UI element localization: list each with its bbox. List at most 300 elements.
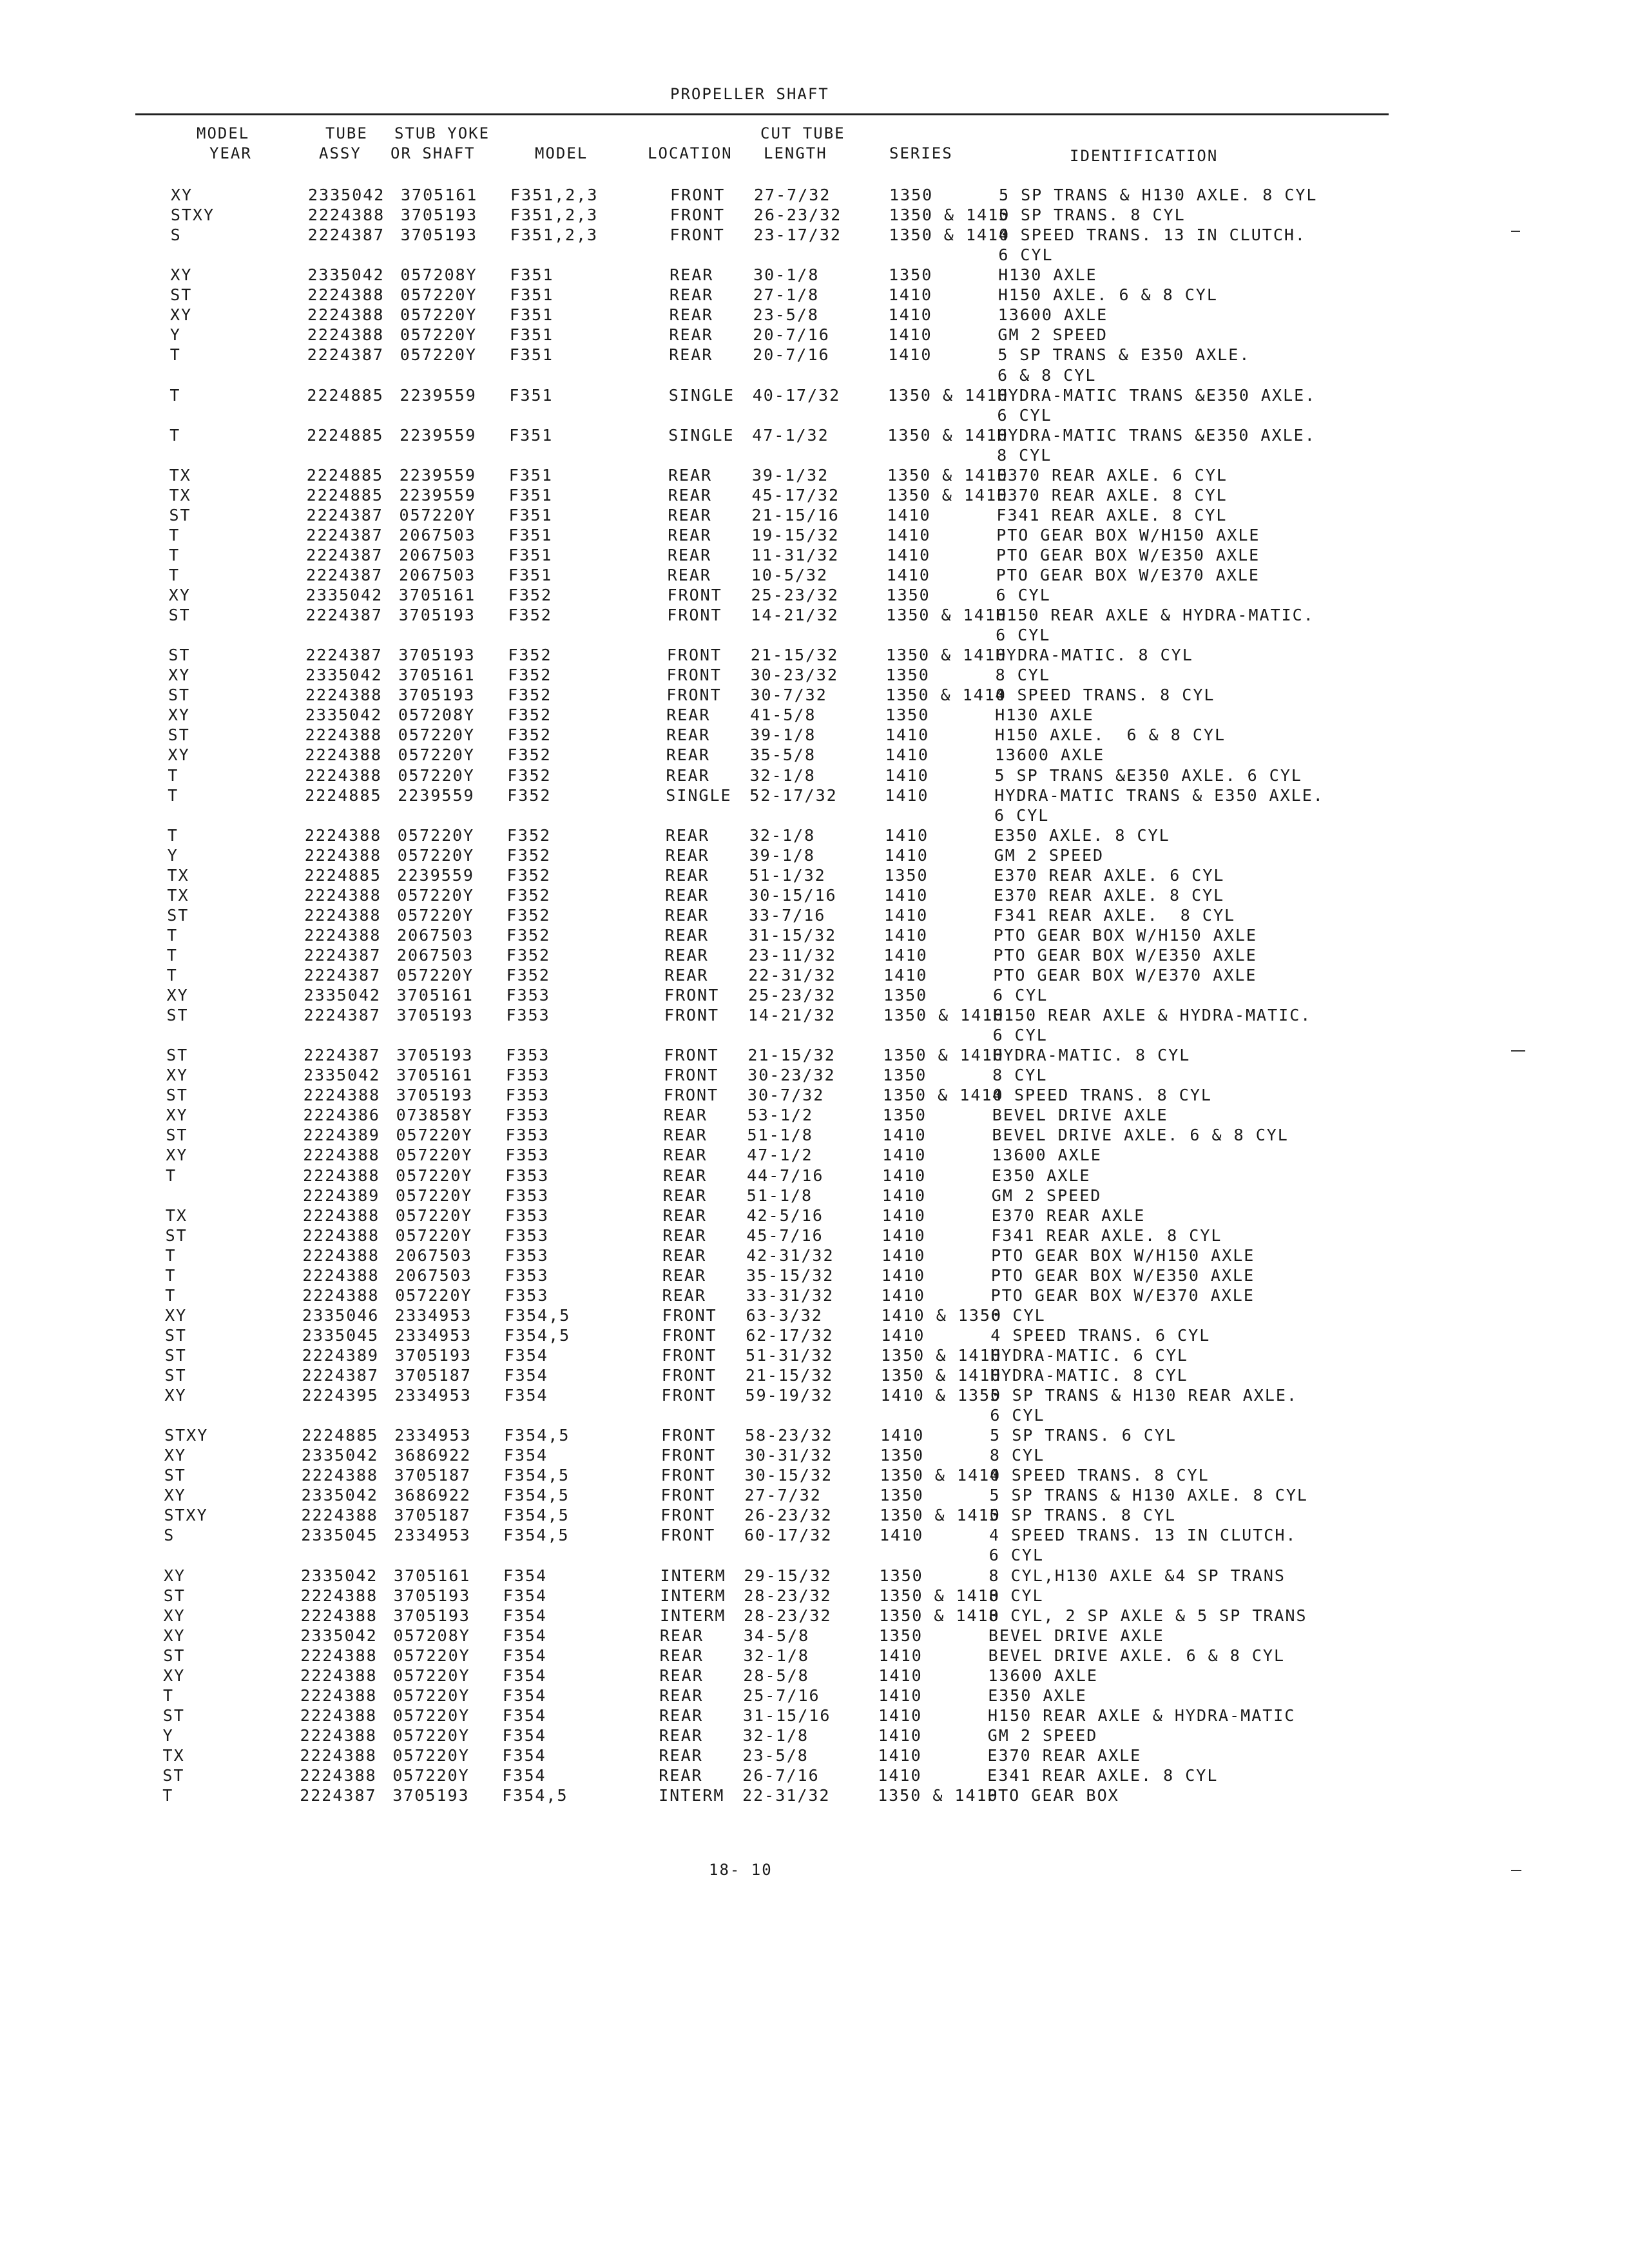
cell-series: 1350 & 1410	[880, 1506, 1001, 1525]
cell-model: F352	[508, 666, 552, 685]
cell-model: F352	[507, 745, 552, 765]
cell-series: 1410 & 1350	[880, 1386, 1002, 1405]
cell-identification: 6 CYL	[990, 1406, 1045, 1425]
cell-cut-length: 31-15/16	[742, 1706, 831, 1725]
cell-series: 1410	[882, 1245, 926, 1265]
cell-tube-assy: 2224386	[303, 1106, 380, 1125]
cell-cut-length: 22-31/32	[748, 966, 836, 985]
cell-location: REAR	[668, 485, 712, 505]
cell-model: F354,5	[504, 1426, 570, 1445]
cell-series: 1350	[886, 586, 930, 604]
cell-model: F352	[506, 966, 550, 985]
cell-stub-yoke: 057220Y	[400, 325, 477, 345]
cell-model-year: T	[167, 925, 178, 945]
cell-identification: 13600 AXLE	[994, 745, 1105, 765]
cell-model: F353	[505, 1245, 549, 1265]
cell-stub-yoke: 057220Y	[398, 726, 476, 745]
cell-stub-yoke: 2067503	[399, 545, 476, 564]
cell-model: F353	[506, 1046, 550, 1065]
cell-model-year: XY	[170, 265, 193, 285]
header-location: LOCATION	[648, 144, 733, 162]
cell-model: F354	[502, 1766, 546, 1785]
cell-tube-assy: 2224387	[306, 525, 383, 544]
cell-cut-length: 32-1/8	[742, 1725, 809, 1745]
cell-location: SINGLE	[666, 785, 732, 805]
cell-tube-assy: 2224388	[304, 825, 382, 845]
cell-tube-assy: 2224388	[300, 1725, 378, 1745]
page-title: PROPELLER SHAFT	[670, 85, 829, 103]
cell-model: F354	[503, 1586, 548, 1605]
cell-series: 1410	[884, 825, 929, 845]
cell-location: REAR	[665, 845, 709, 865]
cell-series: 1350 & 1410	[880, 1466, 1001, 1485]
header-identification: IDENTIFICATION	[1070, 147, 1219, 165]
cell-tube-assy: 2224388	[301, 1506, 378, 1525]
cell-series: 1410 & 1350	[881, 1305, 1003, 1325]
cell-series: 1410	[879, 1526, 924, 1545]
cell-stub-yoke: 3705193	[400, 206, 478, 225]
cell-series: 1410	[885, 765, 929, 785]
cell-tube-assy: 2224388	[305, 686, 383, 705]
cell-identification: H130 AXLE	[995, 706, 1094, 725]
cell-location: FRONT	[662, 1345, 717, 1365]
cell-model-year: STXY	[170, 206, 215, 225]
cell-model: F354,5	[504, 1325, 571, 1345]
cell-stub-yoke: 2067503	[395, 1245, 472, 1265]
cell-stub-yoke: 057220Y	[397, 845, 475, 865]
cell-model-year: ST	[162, 1766, 185, 1785]
cell-series: 1410	[884, 885, 929, 905]
cell-cut-length: 32-1/8	[749, 765, 816, 785]
cell-series: 1350 & 1410	[887, 465, 1008, 485]
cell-tube-assy: 2224388	[300, 1686, 378, 1705]
cell-location: SINGLE	[668, 385, 735, 405]
cell-model: F351	[509, 325, 554, 345]
cell-model-year: S	[164, 1526, 175, 1545]
cell-cut-length: 32-1/8	[743, 1646, 809, 1665]
cell-location: REAR	[664, 945, 709, 965]
cell-identification: H150 AXLE. 6 & 8 CYL	[994, 726, 1226, 745]
cell-identification: F341 REAR AXLE. 8 CYL	[993, 905, 1236, 925]
cell-model-year: ST	[168, 726, 190, 745]
cell-location: REAR	[665, 865, 709, 885]
cell-tube-assy: 2224387	[304, 1006, 381, 1024]
cell-tube-assy: 2224387	[304, 1046, 381, 1065]
cell-tube-assy: 2224885	[305, 785, 382, 805]
cell-identification: E370 REAR AXLE. 8 CYL	[996, 485, 1228, 505]
cell-model: F354	[503, 1446, 548, 1465]
cell-model: F354	[502, 1706, 547, 1725]
cell-identification: 6 CYL	[992, 1026, 1048, 1045]
cell-cut-length: 10-5/32	[751, 566, 829, 584]
cell-series: 1410	[882, 1166, 927, 1185]
cell-cut-length: 14-21/32	[747, 1006, 836, 1024]
cell-model: F352	[506, 885, 551, 905]
cell-stub-yoke: 057220Y	[393, 1686, 470, 1705]
cell-series: 1350 & 1410	[885, 646, 1007, 665]
cell-model: F354	[503, 1606, 547, 1625]
cell-model-year: XY	[164, 1446, 187, 1465]
cell-model: F353	[505, 1126, 550, 1145]
cell-series: 1410	[878, 1646, 923, 1665]
cell-tube-assy: 2224388	[301, 1466, 379, 1485]
cell-cut-length: 31-15/32	[748, 925, 837, 945]
cell-series: 1350 & 1410	[879, 1586, 1000, 1605]
cell-identification: HYDRA-MATIC TRANS & E350 AXLE.	[994, 785, 1324, 805]
header-tube-1: TUBE	[325, 124, 368, 142]
cell-identification: 13600 AXLE	[998, 305, 1108, 325]
cell-tube-assy: 2224388	[302, 1265, 380, 1285]
cell-tube-assy: 2224388	[300, 1586, 378, 1605]
cell-series: 1410	[884, 845, 929, 865]
cell-location: REAR	[659, 1725, 703, 1745]
cell-identification: HYDRA-MATIC TRANS &E350 AXLE.	[997, 425, 1316, 445]
cell-stub-yoke: 057220Y	[395, 1225, 473, 1245]
cell-cut-length: 23-11/32	[748, 945, 836, 965]
cell-model-year: ST	[166, 1046, 189, 1065]
cell-location: FRONT	[670, 186, 726, 204]
cell-location: REAR	[663, 1146, 708, 1165]
cell-stub-yoke: 2239559	[397, 865, 474, 885]
cell-stub-yoke: 2067503	[395, 1265, 472, 1285]
cell-model: F354,5	[503, 1486, 570, 1505]
cell-cut-length: 63-3/32	[746, 1305, 823, 1325]
cell-location: REAR	[665, 825, 710, 845]
cell-identification: BEVEL DRIVE AXLE	[992, 1106, 1168, 1125]
cell-identification: 8 CYL	[997, 445, 1052, 465]
cell-model-year: T	[165, 1245, 177, 1265]
cell-series: 1350	[882, 1106, 927, 1125]
cell-tube-assy: 2335042	[305, 666, 383, 685]
cell-stub-yoke: 057220Y	[392, 1766, 470, 1785]
cell-location: SINGLE	[668, 425, 735, 445]
cell-model-year: ST	[164, 1345, 187, 1365]
cell-cut-length: 20-7/16	[753, 325, 830, 345]
cell-location: REAR	[662, 1225, 707, 1245]
cell-stub-yoke: 057208Y	[400, 265, 477, 285]
cell-model: F353	[505, 1166, 550, 1185]
cell-identification: GM 2 SPEED	[998, 325, 1108, 345]
cell-model-year: STXY	[164, 1506, 208, 1525]
cell-location: REAR	[667, 545, 712, 564]
cell-identification: 5 SP TRANS &E350 AXLE. 6 CYL	[994, 765, 1302, 785]
cell-cut-length: 53-1/2	[747, 1106, 813, 1125]
cell-model: F351,2,3	[510, 226, 599, 245]
cell-location: REAR	[668, 525, 712, 544]
cell-tube-assy: 2224387	[306, 505, 383, 524]
cell-cut-length: 29-15/32	[744, 1566, 832, 1585]
cell-tube-assy: 2224388	[304, 905, 381, 925]
cell-series: 1410	[881, 1325, 925, 1345]
cell-model-year: TX	[169, 465, 191, 485]
cell-model-year: XY	[166, 1106, 188, 1125]
cell-model-year: XY	[166, 1146, 188, 1165]
cell-model: F353	[506, 986, 550, 1004]
cell-series: 1350 & 1410	[887, 385, 1009, 405]
page-number: 18- 10	[709, 1861, 773, 1879]
cell-model-year: T	[169, 525, 180, 544]
cell-identification: H150 REAR AXLE & HYDRA-MATIC.	[992, 1006, 1312, 1024]
cell-cut-length: 44-7/16	[747, 1166, 824, 1185]
cell-cut-length: 25-23/32	[751, 586, 839, 604]
cell-tube-assy: 2335042	[300, 1566, 378, 1585]
cell-identification: 13600 AXLE	[988, 1666, 1098, 1685]
cell-identification: F341 REAR AXLE. 8 CYL	[996, 505, 1228, 524]
cell-model-year: XY	[168, 745, 190, 765]
cell-location: REAR	[663, 1106, 708, 1125]
cell-tube-assy: 2224389	[303, 1186, 380, 1205]
cell-model: F351	[508, 485, 553, 505]
cell-model: F353	[505, 1066, 550, 1085]
cell-tube-assy: 2224388	[302, 1206, 380, 1225]
cell-cut-length: 47-1/32	[752, 425, 829, 445]
cell-model: F351	[510, 305, 554, 325]
cell-model: F354	[502, 1725, 546, 1745]
cell-cut-length: 28-23/32	[744, 1586, 832, 1605]
cell-series: 1410	[885, 745, 929, 765]
cell-model: F354,5	[503, 1506, 570, 1525]
cell-series: 1410	[888, 345, 932, 365]
cell-location: FRONT	[670, 206, 726, 225]
cell-identification: E341 REAR AXLE. 8 CYL	[987, 1766, 1219, 1785]
cell-series: 1410	[882, 1126, 927, 1145]
cell-location: INTERM	[660, 1606, 726, 1625]
cell-series: 1410	[886, 545, 931, 564]
cell-model: F353	[505, 1186, 550, 1205]
cell-series: 1410	[887, 505, 931, 524]
cell-series: 1350	[883, 1066, 927, 1085]
cell-model-year: ST	[162, 1706, 185, 1725]
cell-cut-length: 39-1/8	[749, 845, 815, 865]
cell-stub-yoke: 2334953	[395, 1305, 472, 1325]
cell-identification: 5 SP TRANS & E350 AXLE.	[998, 345, 1251, 365]
cell-stub-yoke: 2239559	[400, 385, 477, 405]
cell-model-year: XY	[164, 1486, 186, 1505]
cell-model-year: ST	[164, 1365, 187, 1385]
cell-cut-length: 21-15/32	[750, 646, 839, 665]
cell-stub-yoke: 057220Y	[397, 905, 474, 925]
cell-identification: BEVEL DRIVE AXLE. 6 & 8 CYL	[988, 1646, 1286, 1665]
cell-series: 1350 & 1410	[880, 1365, 1002, 1385]
cell-location: REAR	[667, 566, 711, 584]
cell-location: FRONT	[666, 686, 722, 705]
cell-model: F354	[502, 1745, 546, 1765]
cell-stub-yoke: 057220Y	[398, 745, 475, 765]
cell-series: 1410	[881, 1285, 925, 1305]
cell-identification: 8 CYL,H130 AXLE &4 SP TRANS	[988, 1566, 1286, 1585]
cell-series: 1410	[883, 966, 928, 985]
cell-series: 1410	[878, 1686, 923, 1705]
cell-location: FRONT	[660, 1446, 717, 1465]
cell-location: FRONT	[663, 1086, 719, 1105]
cell-model-year: XY	[163, 1666, 186, 1685]
cell-model-year: T	[169, 545, 180, 564]
cell-location: REAR	[659, 1766, 703, 1785]
cell-identification: BEVEL DRIVE AXLE. 6 & 8 CYL	[992, 1126, 1289, 1145]
cell-series: 1410	[882, 1225, 926, 1245]
margin-mark	[1511, 1050, 1525, 1052]
cell-identification: H130 AXLE	[998, 265, 1097, 285]
cell-stub-yoke: 057220Y	[395, 1206, 473, 1225]
cell-identification: 4 SPEED TRANS. 8 CYL	[995, 686, 1215, 705]
cell-model: F354	[503, 1666, 547, 1685]
cell-stub-yoke: 057220Y	[397, 885, 474, 905]
cell-identification: HYDRA-MATIC. 6 CYL	[990, 1345, 1188, 1365]
cell-cut-length: 41-5/8	[750, 706, 816, 725]
cell-tube-assy: 2224388	[300, 1766, 377, 1785]
cell-location: REAR	[659, 1706, 704, 1725]
cell-cut-length: 11-31/32	[751, 545, 840, 564]
cell-model-year: ST	[169, 505, 191, 524]
cell-series: 1410	[878, 1725, 922, 1745]
cell-cut-length: 58-23/32	[745, 1426, 833, 1445]
cell-tube-assy: 2335042	[301, 1486, 378, 1505]
cell-series: 1350 & 1410	[882, 1086, 1004, 1105]
cell-identification: E370 REAR AXLE. 8 CYL	[994, 885, 1225, 905]
cell-location: FRONT	[664, 986, 720, 1004]
cell-stub-yoke: 057220Y	[396, 1166, 473, 1185]
cell-identification: 8 CYL, 2 SP AXLE & 5 SP TRANS	[988, 1606, 1307, 1625]
cell-series: 1410	[885, 785, 929, 805]
cell-tube-assy: 2335045	[301, 1526, 378, 1545]
cell-model: F353	[505, 1206, 550, 1225]
cell-identification: H150 AXLE. 6 & 8 CYL	[998, 285, 1218, 305]
cell-location: FRONT	[661, 1386, 717, 1405]
cell-location: FRONT	[670, 226, 725, 245]
cell-identification: PTO GEAR BOX W/E350 AXLE	[990, 1265, 1255, 1285]
cell-model: F352	[506, 865, 551, 885]
cell-tube-assy: 2224389	[303, 1126, 380, 1145]
cell-tube-assy: 2224387	[304, 945, 381, 965]
cell-stub-yoke: 3705187	[394, 1365, 472, 1385]
cell-model: F354,5	[505, 1305, 571, 1325]
cell-stub-yoke: 3705193	[396, 1086, 474, 1105]
cell-stub-yoke: 3705161	[398, 586, 476, 604]
cell-tube-assy: 2224388	[305, 726, 383, 745]
cell-cut-length: 30-23/32	[750, 666, 839, 685]
cell-series: 1410	[878, 1766, 922, 1785]
cell-tube-assy: 2224388	[307, 206, 385, 225]
cell-cut-length: 30-23/32	[747, 1066, 836, 1085]
cell-model-year: XY	[164, 1386, 187, 1405]
cell-tube-assy: 2224388	[304, 845, 382, 865]
cell-series: 1350 & 1410	[885, 686, 1007, 705]
cell-model: F353	[505, 1146, 550, 1165]
cell-series: 1410	[882, 1146, 927, 1165]
cell-tube-assy: 2224388	[302, 1225, 380, 1245]
cell-identification: 6 & 8 CYL	[997, 365, 1097, 385]
cell-model-year: T	[168, 765, 179, 785]
header-series: SERIES	[889, 144, 953, 162]
cell-model-year: STXY	[164, 1426, 209, 1445]
cell-model-year: TX	[167, 865, 189, 885]
cell-model: F354	[503, 1626, 547, 1645]
cell-stub-yoke: 057208Y	[398, 706, 476, 725]
cell-location: REAR	[669, 325, 713, 345]
cell-model: F351,2,3	[510, 186, 599, 204]
cell-model: F354,5	[503, 1466, 570, 1485]
cell-tube-assy: 2335046	[302, 1305, 380, 1325]
cell-model-year: XY	[165, 1305, 188, 1325]
cell-stub-yoke: 3705193	[396, 1006, 474, 1024]
margin-mark	[1511, 231, 1520, 232]
cell-stub-yoke: 2239559	[398, 785, 475, 805]
cell-model: F351	[508, 545, 553, 564]
cell-tube-assy: 2224388	[302, 1285, 380, 1305]
cell-model-year: T	[169, 425, 181, 445]
cell-series: 1410	[885, 726, 930, 745]
cell-identification: 4 SPEED TRANS. 8 CYL	[989, 1466, 1210, 1485]
cell-series: 1410	[888, 285, 933, 305]
cell-stub-yoke: 057220Y	[392, 1745, 470, 1765]
cell-model: F352	[508, 606, 552, 625]
cell-series: 1410	[883, 905, 929, 925]
cell-model-year: ST	[163, 1586, 186, 1605]
cell-location: REAR	[662, 1206, 707, 1225]
cell-model-year: T	[167, 825, 178, 845]
cell-model-year: T	[166, 945, 178, 965]
cell-tube-assy: 2335042	[305, 586, 383, 604]
cell-identification: 8 CYL	[989, 1446, 1045, 1465]
cell-cut-length: 23-17/32	[753, 226, 842, 245]
cell-model-year: ST	[168, 686, 191, 705]
cell-stub-yoke: 2334953	[394, 1526, 471, 1545]
cell-model: F351	[510, 265, 554, 285]
cell-stub-yoke: 3686922	[394, 1486, 471, 1505]
cell-tube-assy: 2224387	[306, 545, 383, 564]
cell-series: 1410	[881, 1265, 926, 1285]
cell-cut-length: 33-7/16	[748, 905, 826, 925]
cell-model-year: T	[168, 785, 179, 805]
cell-model-year: Y	[167, 845, 178, 865]
cell-series: 1350 & 1410	[887, 425, 1008, 445]
cell-tube-assy: 2335042	[300, 1626, 378, 1645]
cell-series: 1350 & 1410	[881, 1345, 1002, 1365]
cell-model: F351	[509, 345, 554, 365]
cell-cut-length: 27-7/32	[744, 1486, 822, 1505]
cell-identification: F341 REAR AXLE. 8 CYL	[991, 1225, 1222, 1245]
cell-series: 1410	[886, 566, 930, 584]
cell-model-year: TX	[162, 1745, 185, 1765]
cell-tube-assy: 2224387	[307, 226, 385, 245]
cell-identification: PTO GEAR BOX W/E370 AXLE	[993, 966, 1257, 985]
cell-cut-length: 20-7/16	[753, 345, 830, 365]
cell-stub-yoke: 3705193	[392, 1786, 470, 1805]
cell-stub-yoke: 3705193	[394, 1345, 472, 1365]
cell-series: 1350	[878, 1626, 923, 1645]
cell-location: FRONT	[662, 1325, 717, 1345]
cell-model-year: T	[169, 385, 181, 405]
cell-series: 1350	[889, 186, 934, 204]
cell-location: REAR	[664, 905, 709, 925]
cell-tube-assy: 2335042	[308, 186, 385, 204]
cell-location: REAR	[669, 305, 713, 325]
cell-model: F352	[506, 905, 551, 925]
cell-stub-yoke: 057220Y	[392, 1725, 470, 1745]
cell-cut-length: 51-1/8	[746, 1186, 813, 1205]
cell-cut-length: 45-17/32	[751, 485, 840, 505]
cell-stub-yoke: 3705187	[394, 1466, 472, 1485]
cell-model-year: ST	[166, 1086, 188, 1105]
cell-location: REAR	[662, 1186, 708, 1205]
cell-series: 1350 & 1410	[879, 1606, 1000, 1625]
cell-model: F354	[503, 1686, 547, 1705]
cell-tube-assy: 2224388	[307, 305, 385, 325]
header-cut-tube-1: CUT TUBE	[760, 124, 845, 142]
cell-cut-length: 30-31/32	[744, 1446, 833, 1465]
cell-stub-yoke: 2067503	[396, 945, 474, 965]
cell-stub-yoke: 057220Y	[395, 1285, 472, 1305]
